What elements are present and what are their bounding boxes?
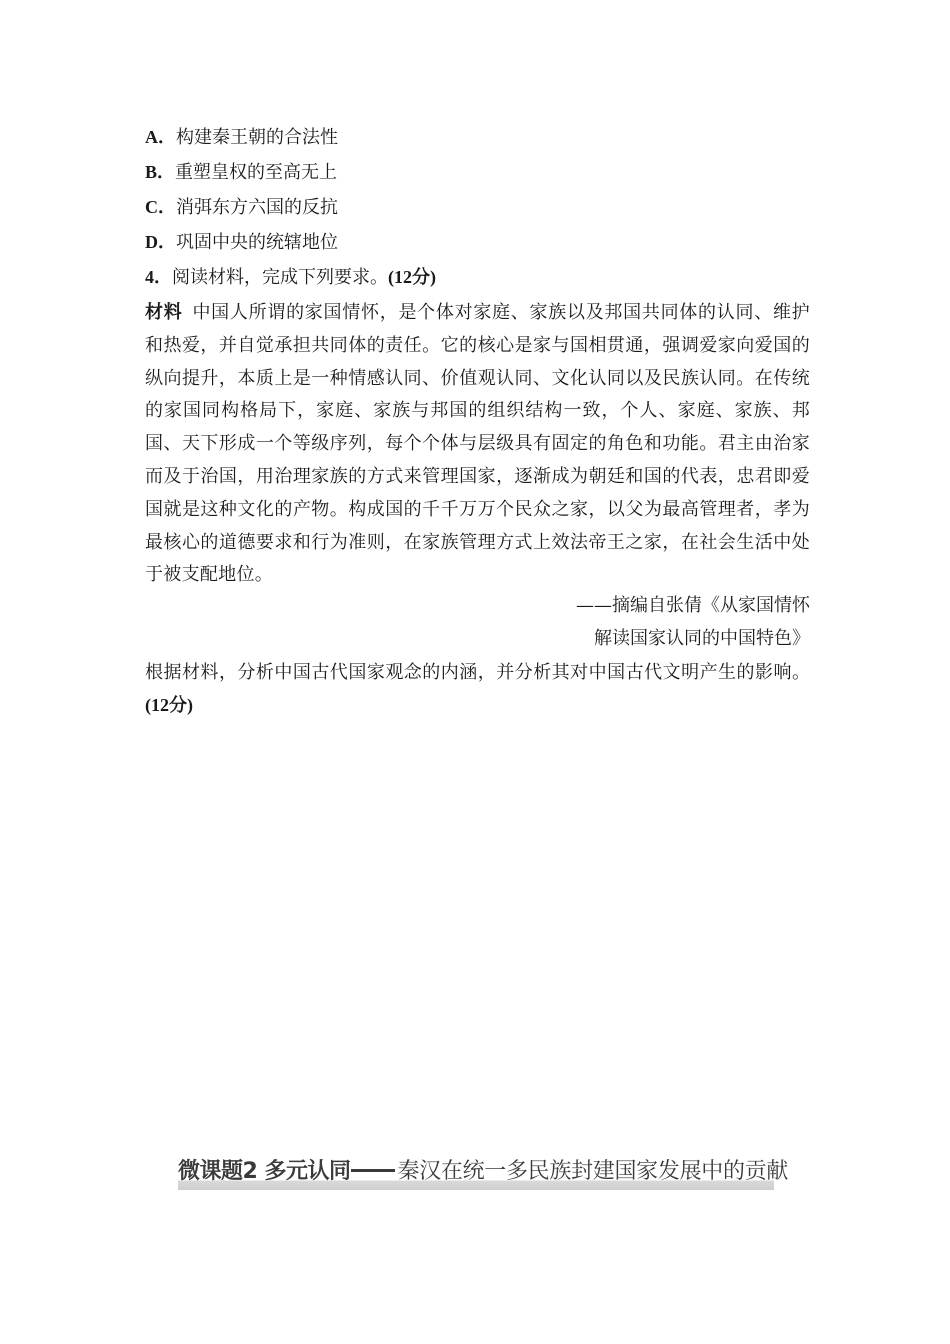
option-key: A． xyxy=(145,127,176,147)
option-text: 构建秦王朝的合法性 xyxy=(176,127,338,148)
material-text: 中国人所谓的家国情怀，是个体对家庭、家族以及邦国共同体的认同、维护和热爱，并自觉承担共同体的责任。它的核心是家与国相贯通，强调爱家向爱国的纵向提升，本质上是一种情感认同、价值观认同、文化认同以及民族认同。在传统的家国同构格局下，家庭、家族与邦国的组织结构一致，个人、家庭、家族、邦国、天下形成一个等级序列，每个个体与层级具有固定的角色和功能。君主由治家而及于治国，用治理家族的方式来管理国家，逐渐成为朝廷和国的代表，忠君即爱国就是这种文化的产物。构成国的千千万万个民众之家，以父为最高管理者，孝为最核心的道德要求和行为准则，在家族管理方式上效法帝王之家，在社会生活中处于被支配地位。 xyxy=(145,302,810,586)
material-source-line-2: 解读国家认同的中国特色》 xyxy=(594,628,810,649)
option-a xyxy=(145,120,810,155)
section-banner xyxy=(178,1156,789,1190)
option-c xyxy=(145,190,810,225)
option-text: 重塑皇权的至高无上 xyxy=(175,162,338,183)
option-text: 巩固中央的统辖地位 xyxy=(176,232,338,253)
option-key: C． xyxy=(145,197,176,217)
option-b xyxy=(145,155,810,190)
task-text: 根据材料，分析中国古代国家观念的内涵，并分析其对中国古代文明产生的影响。 xyxy=(145,662,810,683)
question-prompt: 阅读材料，完成下列要求。 xyxy=(172,267,388,288)
banner-title: 微课题2 多元认同 xyxy=(178,1159,351,1184)
banner-subtitle: 秦汉在统一多民族封建国家发展中的贡献 xyxy=(397,1159,789,1184)
material-label: 材料 xyxy=(145,302,183,323)
question-number: 4． xyxy=(145,267,172,287)
question-score: (12分) xyxy=(388,267,436,287)
answer-options xyxy=(145,120,810,295)
option-key: B． xyxy=(145,162,176,182)
option-d xyxy=(145,225,810,260)
option-text: 消弭东方六国的反抗 xyxy=(176,197,338,218)
question-4-header xyxy=(145,260,810,295)
banner-dash xyxy=(351,1169,395,1172)
option-key: D． xyxy=(145,232,176,252)
task-score: (12分) xyxy=(145,695,193,715)
material-passage xyxy=(145,297,810,592)
question-task xyxy=(145,656,810,722)
material-source-line-1: ——摘编自张倩《从家国情怀 xyxy=(576,595,810,616)
